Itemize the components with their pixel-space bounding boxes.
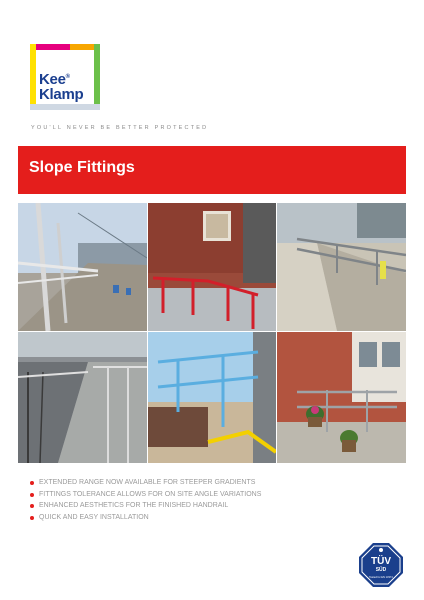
logo-bar-green xyxy=(94,44,100,110)
page-title: Slope Fittings xyxy=(29,159,135,176)
logo-bar-grey xyxy=(30,104,100,110)
photo-water-treatment xyxy=(18,332,147,463)
badge-caption: Tested for EN 13374 xyxy=(369,576,393,579)
photo-blue-handrail-steps xyxy=(148,332,276,463)
logo-top-bar xyxy=(30,44,100,50)
kee-klamp-logo xyxy=(30,44,100,114)
logo-registered-mark: ® xyxy=(65,74,70,80)
feature-list xyxy=(30,478,261,524)
feature-text: EXTENDED RANGE NOW AVAILABLE FOR STEEPER GRADIENTS xyxy=(39,479,256,486)
photo-brick-ramp xyxy=(148,203,276,331)
bullet-dot xyxy=(30,493,34,497)
bullet-dot xyxy=(30,516,34,520)
feature-text: QUICK AND EASY INSTALLATION xyxy=(39,513,149,521)
badge-main-text: TÜV xyxy=(371,556,391,567)
feature-text: ENHANCED AESTHETICS FOR THE FINISHED HANDRAIL xyxy=(39,502,229,509)
logo-line-1: Kee xyxy=(39,71,66,88)
feature-text: FITTINGS TOLERANCE ALLOWS FOR ON SITE ANGLE VARIATIONS xyxy=(39,490,262,498)
title-banner xyxy=(18,146,406,194)
list-item xyxy=(30,490,261,502)
badge-sub-text: SÜD xyxy=(375,567,387,573)
tagline: YOU'LL NEVER BE BETTER PROTECTED xyxy=(31,125,209,131)
logo-bar-yellow xyxy=(30,44,36,110)
photo-entrance-ramp xyxy=(277,332,406,463)
photo-grid xyxy=(18,203,406,463)
list-item xyxy=(30,478,261,490)
logo-line-2: Klamp xyxy=(39,86,84,103)
logo-wordmark xyxy=(39,70,83,102)
logo-bar-magenta xyxy=(30,44,70,50)
bullet-dot xyxy=(30,481,34,485)
list-item xyxy=(30,501,261,513)
bullet-dot xyxy=(30,504,34,508)
photo-walkway-slope xyxy=(277,203,406,331)
photo-bridge-railing xyxy=(18,203,147,331)
tuv-sud-badge xyxy=(358,542,404,588)
list-item xyxy=(30,513,261,525)
